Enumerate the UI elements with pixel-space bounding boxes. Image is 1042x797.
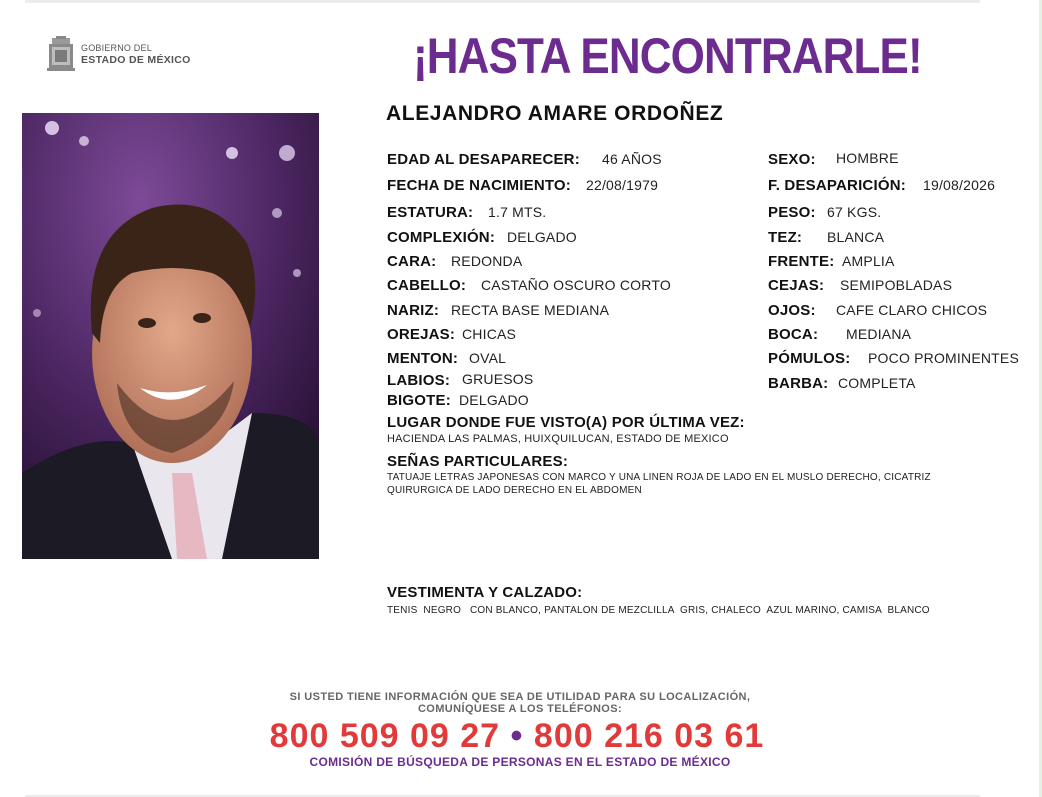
sexo-label: SEXO: (768, 151, 816, 168)
edad-label: EDAD AL DESAPARECER: (387, 151, 580, 168)
senas-label: SEÑAS PARTICULARES: (387, 453, 569, 470)
lugar-value: HACIENDA LAS PALMAS, HUIXQUILUCAN, ESTADO DE MEXICO (387, 433, 729, 445)
pomulos-label: PÓMULOS: (768, 350, 851, 367)
peso-label: PESO: (768, 204, 816, 221)
desaparicion-value: 19/08/2026 (923, 177, 996, 193)
menton-label: MENTON: (387, 350, 459, 367)
menton-value: OVAL (469, 350, 507, 366)
contact-info-line-1: SI USTED TIENE INFORMACIÓN QUE SEA DE UTILIDAD PARA SU LOCALIZACIÓN, (289, 691, 751, 703)
nacimiento-value: 22/08/1979 (586, 177, 659, 193)
top-border (25, 0, 980, 3)
vestimenta-label: VESTIMENTA Y CALZADO: (387, 584, 583, 601)
vestimenta-value: TENIS NEGRO CON BLANCO, PANTALON DE MEZCLILLA GRIS, CHALECO AZUL MARINO, CAMISA BLANCO (387, 605, 930, 616)
cabello-value: CASTAÑO OSCURO CORTO (481, 277, 671, 293)
person-photo (22, 113, 319, 559)
photo-illustration (22, 113, 319, 559)
orejas-value: CHICAS (462, 326, 517, 342)
commission-name: COMISIÓN DE BÚSQUEDA DE PERSONAS EN EL ESTADO DE MÉXICO (309, 755, 731, 769)
lugar-label: LUGAR DONDE FUE VISTO(A) POR ÚLTIMA VEZ: (387, 414, 745, 431)
pomulos-value: POCO PROMINENTES (868, 350, 1019, 366)
complexion-label: COMPLEXIÓN: (387, 229, 496, 246)
nacimiento-label: FECHA DE NACIMIENTO: (387, 177, 571, 194)
frente-value: AMPLIA (842, 253, 895, 269)
bigote-value: DELGADO (459, 392, 529, 408)
boca-label: BOCA: (768, 326, 819, 343)
cara-label: CARA: (387, 253, 437, 270)
cabello-label: CABELLO: (387, 277, 467, 294)
headline: ¡HASTA ENCONTRARLE! (413, 28, 922, 84)
phone-number-2[interactable]: 800 216 03 61 (533, 717, 765, 755)
estatura-label: ESTATURA: (387, 204, 474, 221)
phone-separator: • (510, 717, 524, 755)
logo-line-2: ESTADO DE MÉXICO (81, 54, 191, 66)
phone-number-1[interactable]: 800 509 09 27 (269, 717, 501, 755)
ojos-value: CAFE CLARO CHICOS (836, 302, 988, 318)
state-seal-icon (46, 36, 76, 72)
bigote-label: BIGOTE: (387, 392, 451, 409)
senas-value: TATUAJE LETRAS JAPONESAS CON MARCO Y UNA LINEN ROJA DE LADO EN EL MUSLO DERECHO, CICATRIZ QUIRURGICA DE LADO DERECHO EN EL ABDOMEN (387, 472, 931, 496)
cejas-value: SEMIPOBLADAS (840, 277, 953, 293)
tez-label: TEZ: (768, 229, 803, 246)
labios-value: GRUESOS (462, 371, 534, 387)
labios-label: LABIOS: (387, 372, 451, 389)
phone-numbers (233, 717, 801, 756)
nariz-value: RECTA BASE MEDIANA (451, 302, 610, 318)
sexo-value: HOMBRE (836, 150, 899, 166)
edad-value: 46 AÑOS (602, 151, 662, 167)
orejas-label: OREJAS: (387, 326, 456, 343)
logo-line-1: GOBIERNO DEL (81, 43, 152, 53)
nariz-label: NARIZ: (387, 302, 440, 319)
cara-value: REDONDA (451, 253, 523, 269)
boca-value: MEDIANA (846, 326, 912, 342)
frente-label: FRENTE: (768, 253, 835, 270)
barba-value: COMPLETA (838, 375, 916, 391)
cejas-label: CEJAS: (768, 277, 825, 294)
peso-value: 67 KGS. (827, 204, 882, 220)
contact-info (240, 691, 800, 715)
contact-info-line-2: COMUNÍQUESE A LOS TELÉFONOS: (417, 703, 623, 715)
ojos-label: OJOS: (768, 302, 816, 319)
tez-value: BLANCA (827, 229, 885, 245)
desaparicion-label: F. DESAPARICIÓN: (768, 177, 906, 194)
government-logo (46, 36, 191, 72)
barba-label: BARBA: (768, 375, 829, 392)
complexion-value: DELGADO (507, 229, 577, 245)
estatura-value: 1.7 MTS. (488, 204, 547, 220)
person-name: ALEJANDRO AMARE ORDOÑEZ (386, 102, 724, 125)
